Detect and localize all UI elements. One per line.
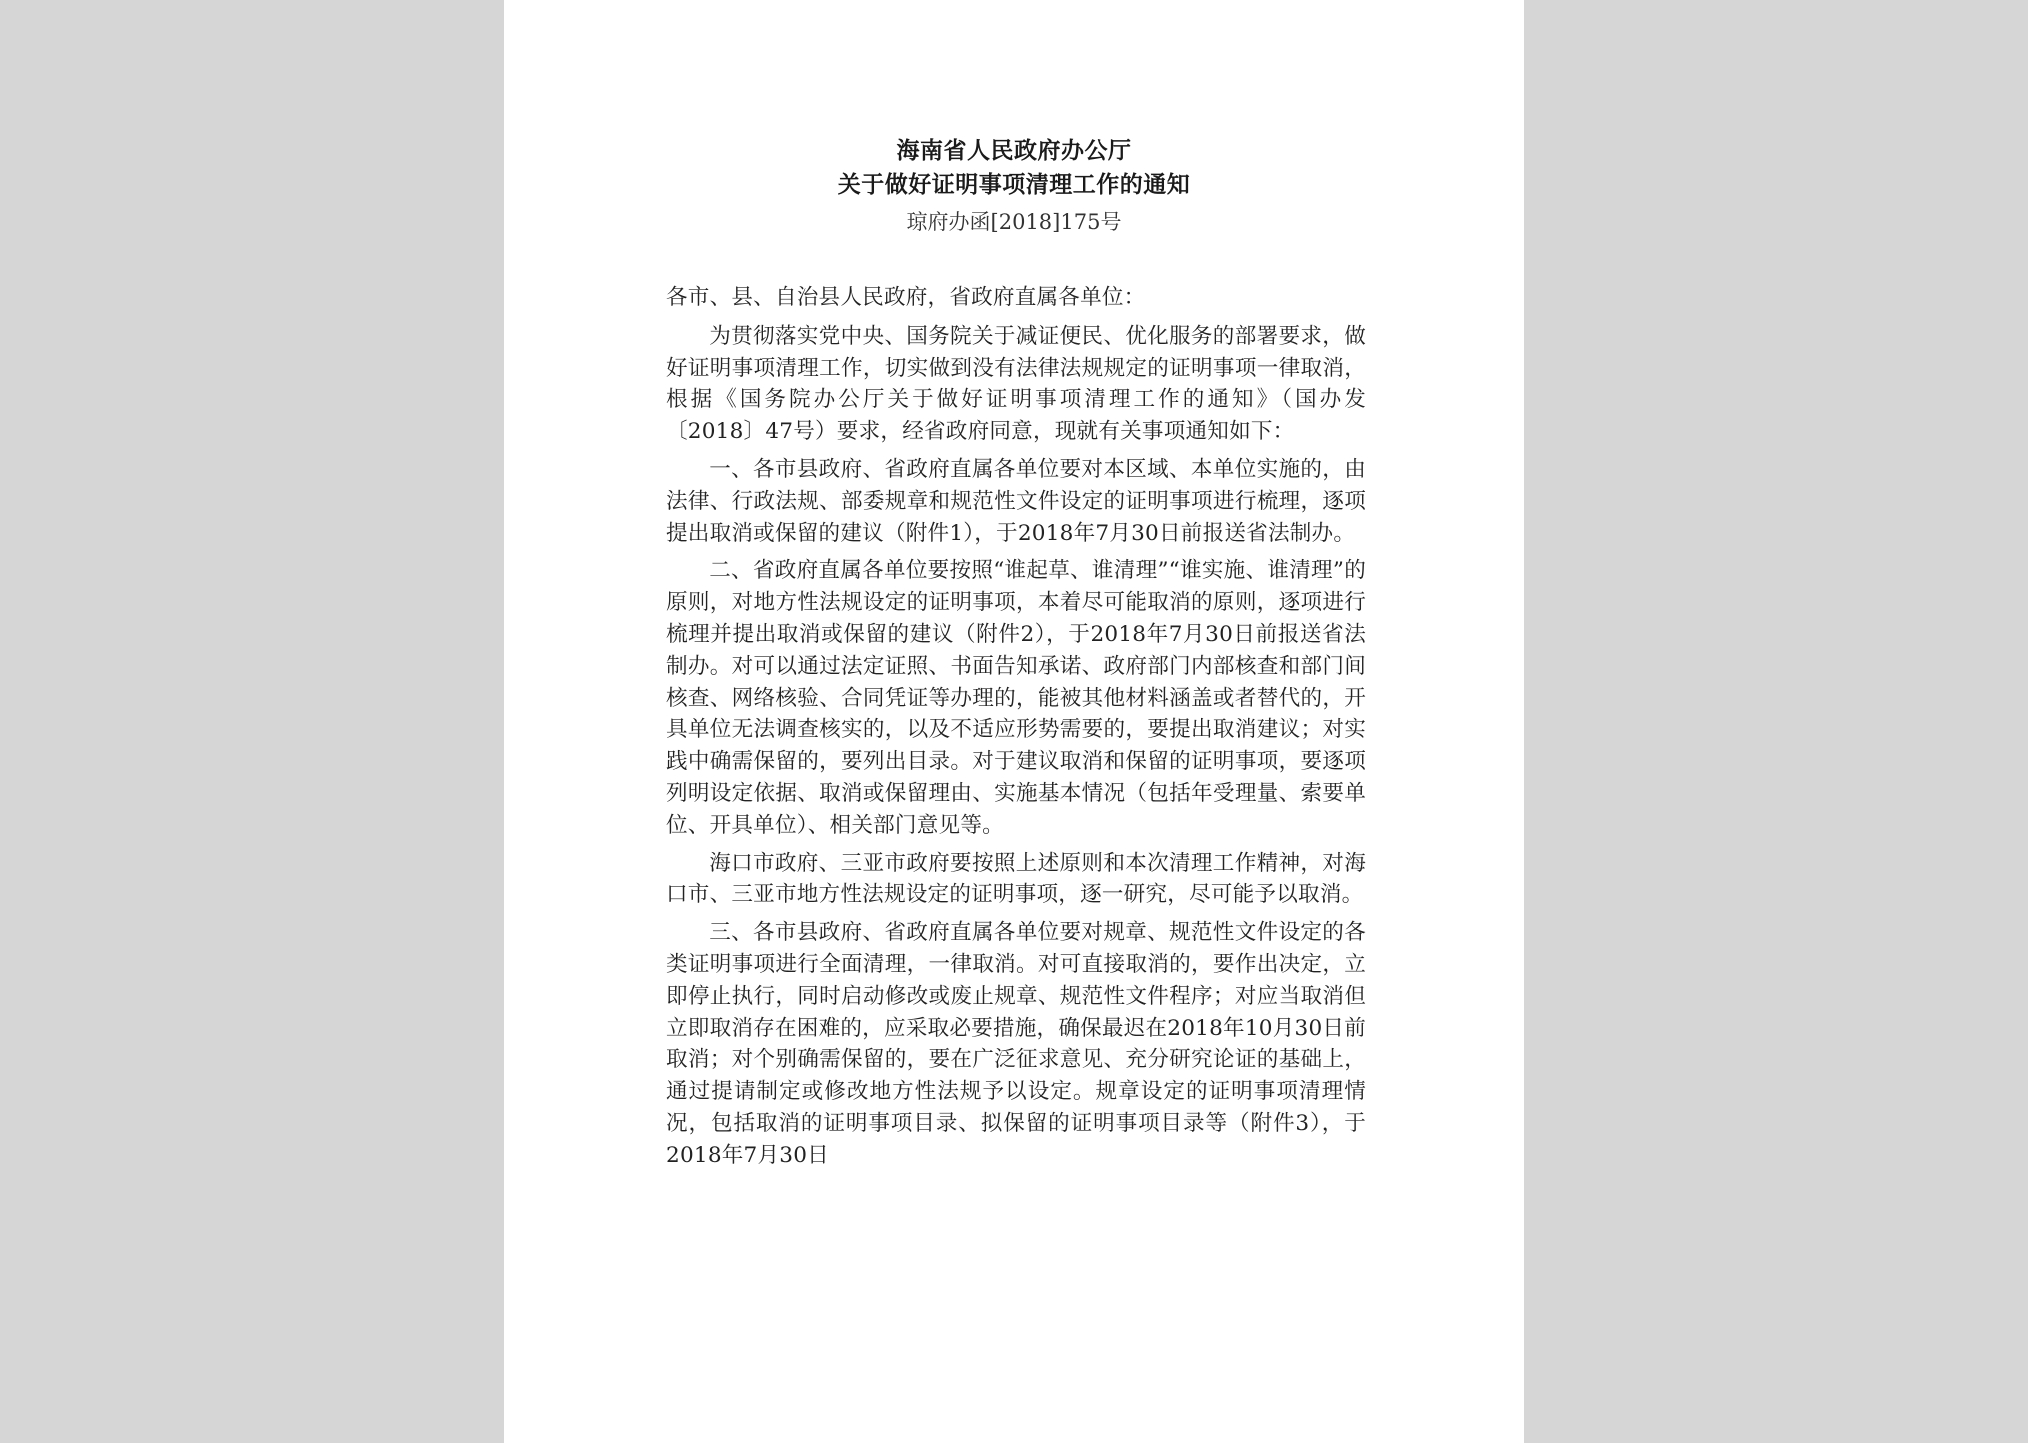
document-body <box>666 282 1366 1178</box>
paragraph-item-2-supplement: 海口市政府、三亚市政府要按照上述原则和本次清理工作精神，对海口市、三亚市地方性法规设定的证明事项，逐一研究，尽可能予以取消。 <box>666 850 1366 908</box>
document-page <box>504 0 1524 1443</box>
paragraph-intro: 为贯彻落实党中央、国务院关于减证便民、优化服务的部署要求，做好证明事项清理工作，切实做到没有法律法规规定的证明事项一律取消，根据《国务院办公厅关于做好证明事项清理工作的通知》（国办发〔2018〕47号）要求，经省政府同意，现就有关事项通知如下： <box>666 323 1366 445</box>
document-title-line2: 关于做好证明事项清理工作的通知 <box>837 171 1191 198</box>
salutation: 各市、县、自治县人民政府，省政府直属各单位： <box>666 285 1146 310</box>
document-number: 琼府办函[2018]175号 <box>906 210 1122 234</box>
paragraph-item-2: 二、省政府直属各单位要按照“谁起草、谁清理”“谁实施、谁清理”的原则，对地方性法规设定的证明事项，本着尽可能取消的原则，逐项进行梳理并提出取消或保留的建议（附件2），于2018年7月30日前报送省法制办。对可以通过法定证照、书面告知承诺、政府部门内部核查和部门间核查、网络核验、合同凭证等办理的，能被其他材料涵盖或者替代的，开具单位无法调查核实的，以及不适应形势需要的，要提出取消建议；对实践中确需保留的，要列出目录。对于建议取消和保留的证明事项，要逐项列明设定依据、取消或保留理由、实施基本情况（包括年受理量、索要单位、开具单位）、相关部门意见等。 <box>666 558 1366 838</box>
document-title-line1: 海南省人民政府办公厅 <box>896 137 1132 164</box>
paragraph-item-1: 一、各市县政府、省政府直属各单位要对本区域、本单位实施的，由法律、行政法规、部委规章和规范性文件设定的证明事项进行梳理，逐项提出取消或保留的建议（附件1），于2018年7月30日前报送省法制办。 <box>666 456 1366 546</box>
paragraph-item-3: 三、各市县政府、省政府直属各单位要对规章、规范性文件设定的各类证明事项进行全面清理，一律取消。对可直接取消的，要作出决定，立即停止执行，同时启动修改或废止规章、规范性文件程序；对应当取消但立即取消存在困难的，应采取必要措施，确保最迟在2018年10月30日前取消；对个别确需保留的，要在广泛征求意见、充分研究论证的基础上，通过提请制定或修改地方性法规予以设定。规章设定的证明事项清理情况，包括取消的证明事项目录、拟保留的证明事项目录等（附件3），于2018年7月30日 <box>666 920 1366 1168</box>
